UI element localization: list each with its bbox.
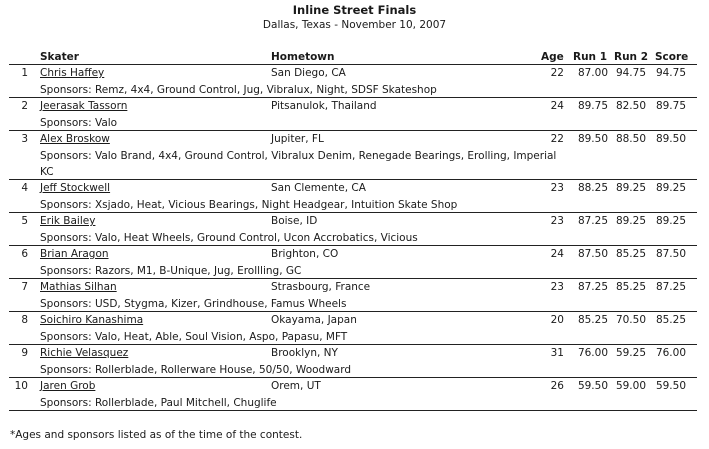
skater-name-link[interactable]: Jeerasak Tassorn bbox=[40, 100, 128, 112]
footnote: *Ages and sponsors listed as of the time of the contest. bbox=[10, 429, 303, 441]
score: 89.50 bbox=[655, 133, 686, 145]
age: 31 bbox=[550, 347, 564, 359]
rank: 7 bbox=[21, 281, 28, 293]
rank: 4 bbox=[21, 182, 28, 194]
run2: 94.75 bbox=[615, 67, 646, 79]
run2: 89.25 bbox=[615, 215, 646, 227]
run2: 70.50 bbox=[615, 314, 646, 326]
run1: 87.25 bbox=[577, 215, 608, 227]
run2: 82.50 bbox=[615, 100, 646, 112]
run1: 87.50 bbox=[577, 248, 608, 260]
score: 59.50 bbox=[655, 380, 686, 392]
age: 22 bbox=[550, 67, 564, 79]
rank: 3 bbox=[21, 133, 28, 145]
rank: 9 bbox=[21, 347, 28, 359]
sponsors: Sponsors: Valo, Heat, Able, Soul Vision, Aspo, Papasu, MFT bbox=[40, 331, 348, 343]
rank: 8 bbox=[21, 314, 28, 326]
age: 26 bbox=[550, 380, 564, 392]
hometown: San Diego, CA bbox=[271, 67, 346, 79]
hometown: Boise, ID bbox=[271, 215, 318, 227]
page-subtitle: Dallas, Texas - November 10, 2007 bbox=[262, 19, 447, 31]
score: 87.25 bbox=[655, 281, 686, 293]
hometown: Orem, UT bbox=[271, 380, 321, 392]
run1: 89.50 bbox=[577, 133, 608, 145]
run1: 87.00 bbox=[577, 67, 608, 79]
column-header-skater: Skater bbox=[40, 51, 79, 63]
run1: 85.25 bbox=[577, 314, 608, 326]
score: 89.75 bbox=[655, 100, 686, 112]
skater-name-link[interactable]: Alex Broskow bbox=[40, 133, 110, 145]
age: 23 bbox=[550, 182, 564, 194]
score: 85.25 bbox=[655, 314, 686, 326]
score: 76.00 bbox=[655, 347, 686, 359]
row-divider bbox=[9, 311, 697, 312]
skater-name-link[interactable]: Chris Haffey bbox=[40, 67, 105, 79]
run2: 89.25 bbox=[615, 182, 646, 194]
rank: 10 bbox=[14, 380, 28, 392]
row-divider bbox=[9, 179, 697, 180]
run2: 59.25 bbox=[615, 347, 646, 359]
sponsors: Sponsors: Rollerblade, Rollerware House, 50/50, Woodward bbox=[40, 364, 352, 376]
skater-name-link[interactable]: Jaren Grob bbox=[40, 380, 96, 392]
score: 87.50 bbox=[655, 248, 686, 260]
skater-name-link[interactable]: Mathias Silhan bbox=[40, 281, 117, 293]
sponsors: Sponsors: Remz, 4x4, Ground Control, Jug, Vibralux, Night, SDSF Skateshop bbox=[40, 84, 437, 96]
header-rule bbox=[9, 64, 697, 65]
sponsors: Sponsors: Valo Brand, 4x4, Ground Control, Vibralux Denim, Renegade Bearings, Erolling, Imperial KC bbox=[40, 150, 557, 178]
age: 24 bbox=[550, 100, 564, 112]
row-divider bbox=[9, 130, 697, 131]
hometown: Brooklyn, NY bbox=[271, 347, 338, 359]
rank: 5 bbox=[21, 215, 28, 227]
row-divider bbox=[9, 410, 697, 411]
sponsors: Sponsors: Rollerblade, Paul Mitchell, Chuglife bbox=[40, 397, 277, 409]
column-header-hometown: Hometown bbox=[271, 51, 335, 63]
run1: 76.00 bbox=[577, 347, 608, 359]
hometown: Strasbourg, France bbox=[271, 281, 371, 293]
run2: 85.25 bbox=[615, 281, 646, 293]
row-divider bbox=[9, 245, 697, 246]
skater-name-link[interactable]: Soichiro Kanashima bbox=[40, 314, 144, 326]
age: 23 bbox=[550, 215, 564, 227]
skater-name-link[interactable]: Jeff Stockwell bbox=[40, 182, 111, 194]
run2: 85.25 bbox=[615, 248, 646, 260]
age: 20 bbox=[550, 314, 564, 326]
row-divider bbox=[9, 344, 697, 345]
run1: 87.25 bbox=[577, 281, 608, 293]
column-header-run1: Run 1 bbox=[573, 51, 607, 63]
age: 23 bbox=[550, 281, 564, 293]
age: 22 bbox=[550, 133, 564, 145]
sponsors: Sponsors: Valo, Heat Wheels, Ground Control, Ucon Accrobatics, Vicious bbox=[40, 232, 418, 244]
sponsors: Sponsors: Valo bbox=[40, 117, 118, 129]
column-header-run2: Run 2 bbox=[614, 51, 648, 63]
skater-name-link[interactable]: Richie Velasquez bbox=[40, 347, 129, 359]
run2: 59.00 bbox=[615, 380, 646, 392]
page-title: Inline Street Finals bbox=[292, 3, 417, 17]
hometown: Okayama, Japan bbox=[271, 314, 357, 326]
row-divider bbox=[9, 278, 697, 279]
hometown: Pitsanulok, Thailand bbox=[271, 100, 377, 112]
skater-name-link[interactable]: Erik Bailey bbox=[40, 215, 96, 227]
run1: 89.75 bbox=[577, 100, 608, 112]
hometown: San Clemente, CA bbox=[271, 182, 366, 194]
rank: 6 bbox=[21, 248, 28, 260]
column-header-age: Age bbox=[541, 51, 564, 63]
rank: 2 bbox=[21, 100, 28, 112]
row-divider bbox=[9, 97, 697, 98]
score: 89.25 bbox=[655, 215, 686, 227]
run1: 88.25 bbox=[577, 182, 608, 194]
score: 89.25 bbox=[655, 182, 686, 194]
column-header-score: Score bbox=[655, 51, 689, 63]
run2: 88.50 bbox=[615, 133, 646, 145]
age: 24 bbox=[550, 248, 564, 260]
row-divider bbox=[9, 212, 697, 213]
hometown: Jupiter, FL bbox=[271, 133, 324, 145]
sponsors: Sponsors: Xsjado, Heat, Vicious Bearings, Night Headgear, Intuition Skate Shop bbox=[40, 199, 458, 211]
row-divider bbox=[9, 377, 697, 378]
run1: 59.50 bbox=[577, 380, 608, 392]
skater-name-link[interactable]: Brian Aragon bbox=[40, 248, 109, 260]
rank: 1 bbox=[21, 67, 28, 79]
sponsors: Sponsors: USD, Stygma, Kizer, Grindhouse, Famus Wheels bbox=[40, 298, 347, 310]
hometown: Brighton, CO bbox=[271, 248, 339, 260]
score: 94.75 bbox=[655, 67, 686, 79]
sponsors: Sponsors: Razors, M1, B-Unique, Jug, Erollling, GC bbox=[40, 265, 302, 277]
